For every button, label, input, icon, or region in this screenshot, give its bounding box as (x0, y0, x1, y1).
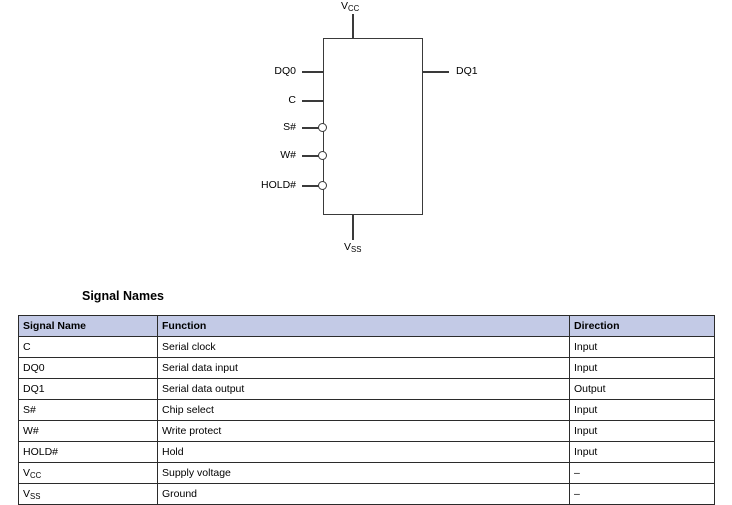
signal-name-base: DQ1 (23, 382, 45, 395)
inversion-bubble-icon-w (318, 151, 327, 160)
lead-vss (352, 215, 354, 240)
table-row (19, 484, 715, 505)
cell-signal-name (19, 484, 158, 505)
cell-signal-name (19, 400, 158, 421)
cell-direction: – (570, 463, 715, 484)
cell-direction: Input (570, 400, 715, 421)
pin-label-vss-base: V (344, 241, 352, 253)
pin-label-vcc-sub: CC (348, 4, 360, 13)
cell-signal-name (19, 379, 158, 400)
table-row (19, 442, 715, 463)
table-row (19, 400, 715, 421)
signal-name-base: DQ0 (23, 361, 45, 374)
pin-label-c: C (288, 94, 296, 106)
signal-name-subscript: SS (30, 491, 41, 501)
signal-names-table (18, 315, 715, 505)
cell-direction: Input (570, 337, 715, 358)
pin-label-w: W# (280, 149, 296, 161)
lead-s (302, 127, 319, 129)
cell-signal-name (19, 463, 158, 484)
lead-c (302, 100, 323, 102)
cell-function: Supply voltage (158, 463, 570, 484)
cell-function: Hold (158, 442, 570, 463)
lead-w (302, 155, 319, 157)
cell-direction: Input (570, 442, 715, 463)
signal-name-base: S# (23, 403, 36, 416)
cell-signal-name (19, 421, 158, 442)
inversion-bubble-icon-hold (318, 181, 327, 190)
cell-function: Ground (158, 484, 570, 505)
signal-name-base: HOLD# (23, 445, 59, 458)
column-header-signal-name: Signal Name (19, 316, 158, 337)
cell-signal-name (19, 358, 158, 379)
table-row (19, 379, 715, 400)
table-row (19, 358, 715, 379)
cell-function: Serial clock (158, 337, 570, 358)
cell-function: Serial data output (158, 379, 570, 400)
table-row (19, 463, 715, 484)
cell-function: Serial data input (158, 358, 570, 379)
pin-label-vss (344, 242, 361, 253)
pin-label-vcc (341, 1, 359, 12)
pin-label-vss-sub: SS (351, 245, 362, 254)
pin-label-dq0: DQ0 (274, 65, 296, 77)
table-row (19, 337, 715, 358)
lead-dq0 (302, 71, 323, 73)
cell-signal-name (19, 442, 158, 463)
cell-direction: Input (570, 421, 715, 442)
signal-name-base: W# (23, 424, 39, 437)
cell-direction: Input (570, 358, 715, 379)
cell-signal-name (19, 337, 158, 358)
pin-label-dq1: DQ1 (456, 65, 478, 77)
signal-name-base: V (23, 466, 31, 479)
table-header-row (19, 316, 715, 337)
signal-name-subscript: CC (30, 470, 42, 480)
cell-function: Write protect (158, 421, 570, 442)
cell-function: Chip select (158, 400, 570, 421)
inversion-bubble-icon-s (318, 123, 327, 132)
signal-name-base: V (23, 487, 31, 500)
column-header-direction: Direction (570, 316, 715, 337)
lead-hold (302, 185, 319, 187)
pin-label-hold: HOLD# (260, 179, 296, 191)
lead-dq1 (423, 71, 449, 73)
table-row (19, 421, 715, 442)
chip-body-rectangle (323, 38, 423, 215)
cell-direction: Output (570, 379, 715, 400)
column-header-function: Function (158, 316, 570, 337)
signal-names-heading: Signal Names (82, 289, 164, 303)
lead-vcc (352, 14, 354, 39)
pin-label-vcc-base: V (341, 0, 349, 12)
signal-name-base: C (23, 340, 31, 353)
cell-direction: – (570, 484, 715, 505)
pin-label-s: S# (283, 121, 296, 133)
